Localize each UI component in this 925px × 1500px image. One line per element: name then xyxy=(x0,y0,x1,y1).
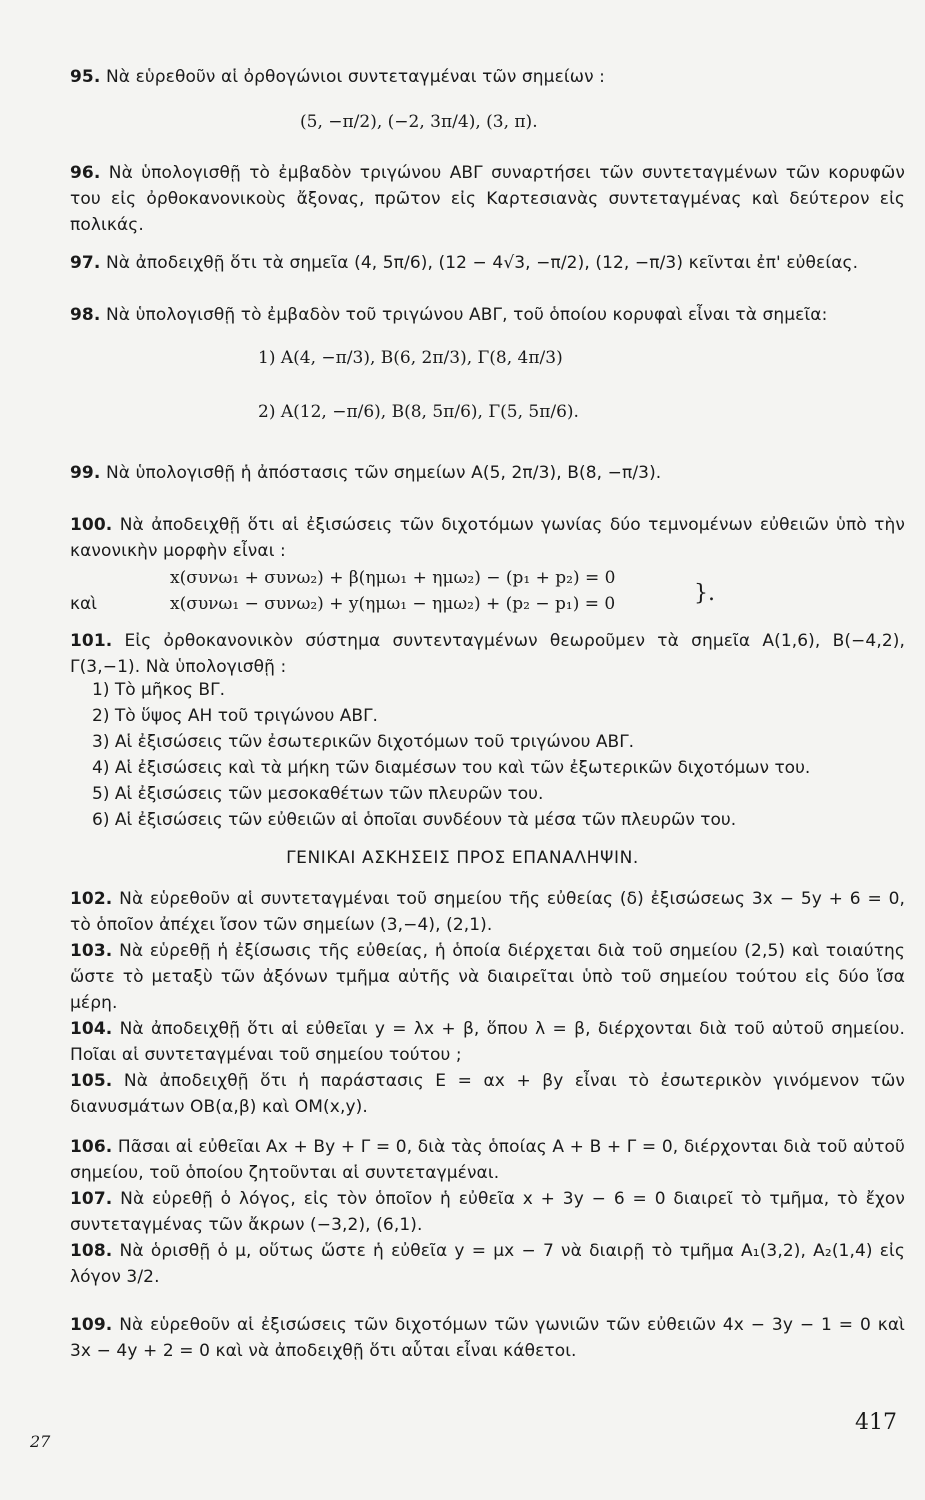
exercise-98-case-2: 2) Α(12, −π/6), Β(8, 5π/6), Γ(5, 5π/6). xyxy=(258,402,579,422)
exercise-text: Νὰ εὑρεθῇ ἡ ἐξίσωσις τῆς εὐθείας, ἡ ὁποία διέρχεται διὰ τοῦ σημείου (2,5) καὶ τοιαύτης ὥστε τὸ μεταξὺ τῶν ἀξόνων τμῆμα αὐτῆς νὰ διαιρεῖται ὑπὸ τοῦ σημείου τούτου εἰς δύο ἴσα μέρη. xyxy=(70,941,905,1013)
exercise-107 xyxy=(70,1186,905,1238)
brace-icon: }. xyxy=(694,581,715,606)
exercise-106 xyxy=(70,1134,905,1186)
exercise-109 xyxy=(70,1312,905,1364)
exercise-99 xyxy=(70,460,905,486)
section-heading: ΓΕΝΙΚΑΙ ΑΣΚΗΣΕΙΣ ΠΡΟΣ ΕΠΑΝΑΛΗΨΙΝ. xyxy=(286,848,639,868)
exercise-100-equation-1: x(συνω₁ + συνω₂) + β(ημω₁ + ημω₂) − (p₁ + p₂) = 0 xyxy=(170,568,616,588)
exercise-number: 108. xyxy=(70,1241,113,1261)
exercise-number: 103. xyxy=(70,941,113,961)
exercise-text: Εἰς ὀρθοκανονικὸν σύστημα συντενταγμένων θεωροῦμεν τὰ σημεῖα Α(1,6), Β(−4,2), Γ(3,−1). Νὰ ὑπολογισθῇ : xyxy=(70,631,905,677)
exercise-103 xyxy=(70,938,905,1016)
exercise-number: 99. xyxy=(70,463,101,483)
exercise-number: 97. xyxy=(70,253,101,273)
exercise-95-math: (5, −π/2), (−2, 3π/4), (3, π). xyxy=(300,112,538,132)
list-item: 2) Τὸ ὕψος ΑΗ τοῦ τριγώνου ΑΒΓ. xyxy=(92,706,378,726)
exercise-text: Πᾶσαι αἱ εὐθεῖαι Αx + Βy + Γ = 0, διὰ τὰς ὁποίας Α + Β + Γ = 0, διέρχονται διὰ τοῦ αὐτοῦ σημείου, τοῦ ὁποίου ζητοῦνται αἱ συντεταγμέναι. xyxy=(70,1137,905,1183)
exercise-text: Νὰ εὑρεθοῦν αἱ ὀρθογώνιοι συντεταγμέναι τῶν σημείων : xyxy=(105,67,606,87)
page-number: 417 xyxy=(855,1410,897,1435)
exercise-number: 109. xyxy=(70,1315,113,1335)
exercise-104 xyxy=(70,1016,905,1068)
exercise-101 xyxy=(70,628,905,680)
exercise-text: Νὰ εὑρεθῇ ὁ λόγος, εἰς τὸν ὁποῖον ἡ εὐθεῖα x + 3y − 6 = 0 διαιρεῖ τὸ τμῆμα, τὸ ἔχον συντεταγμένας τῶν ἄκρων (−3,2), (6,1). xyxy=(70,1189,905,1235)
exercise-100-equation-2: x(συνω₁ − συνω₂) + y(ημω₁ − ημω₂) + (p₂ − p₁) = 0 xyxy=(170,594,616,614)
exercise-text: Νὰ ἀποδειχθῇ ὅτι αἱ εὐθεῖαι y = λx + β, ὅπου λ = β, διέρχονται διὰ τοῦ αὐτοῦ σημείου. Ποῖαι αἱ συντεταγμέναι τοῦ σημείου τούτου ; xyxy=(70,1019,906,1065)
exercise-number: 98. xyxy=(70,305,101,325)
exercise-number: 95. xyxy=(70,67,101,87)
exercise-number: 104. xyxy=(70,1019,113,1039)
exercise-98 xyxy=(70,302,905,328)
exercise-number: 107. xyxy=(70,1189,113,1209)
exercise-number: 96. xyxy=(70,163,101,183)
exercise-98-case-1: 1) Α(4, −π/3), Β(6, 2π/3), Γ(8, 4π/3) xyxy=(258,348,563,368)
exercise-96 xyxy=(70,160,905,238)
exercise-text: Νὰ ἀποδειχθῇ ὅτι αἱ ἐξισώσεις τῶν διχοτόμων γωνίας δύο τεμνομένων εὐθειῶν ὑπὸ τὴν κανονικὴν μορφὴν εἶναι : xyxy=(70,515,905,561)
exercise-105 xyxy=(70,1068,905,1120)
exercise-number: 106. xyxy=(70,1137,113,1157)
exercise-text: Νὰ εὑρεθοῦν αἱ συντεταγμέναι τοῦ σημείου τῆς εὐθείας (δ) ἐξισώσεως 3x − 5y + 6 = 0, τὸ ὁποῖον ἀπέχει ἴσον τῶν σημείων (3,−4), (2,1). xyxy=(70,889,905,935)
list-item: 5) Αἱ ἐξισώσεις τῶν μεσοκαθέτων τῶν πλευρῶν του. xyxy=(92,784,544,804)
exercise-number: 102. xyxy=(70,889,113,909)
signature-mark: 27 xyxy=(30,1432,51,1451)
exercise-108 xyxy=(70,1238,905,1290)
exercise-97 xyxy=(70,250,905,276)
exercise-text: Νὰ εὑρεθοῦν αἱ ἐξισώσεις τῶν διχοτόμων τῶν γωνιῶν τῶν εὐθειῶν 4x − 3y − 1 = 0 καὶ 3x − 4y + 2 = 0 καὶ νὰ ἀποδειχθῇ ὅτι αὗται εἶναι κάθετοι. xyxy=(70,1315,905,1361)
exercise-number: 105. xyxy=(70,1071,113,1091)
exercise-102 xyxy=(70,886,905,938)
list-item: 3) Αἱ ἐξισώσεις τῶν ἐσωτερικῶν διχοτόμων τοῦ τριγώνου ΑΒΓ. xyxy=(92,732,635,752)
list-item: 4) Αἱ ἐξισώσεις καὶ τὰ μήκη τῶν διαμέσων του καὶ τῶν ἐξωτερικῶν διχοτόμων του. xyxy=(92,758,811,778)
exercise-number: 100. xyxy=(70,515,113,535)
exercise-text: Νὰ ὑπολογισθῇ ἡ ἀπόστασις τῶν σημείων Α(5, 2π/3), Β(8, −π/3). xyxy=(105,463,662,483)
exercise-number: 101. xyxy=(70,631,113,651)
list-item: 1) Τὸ μῆκος ΒΓ. xyxy=(92,680,225,700)
exercise-100-and: καὶ xyxy=(70,594,97,614)
exercise-text: Νὰ ἀποδειχθῇ ὅτι τὰ σημεῖα (4, 5π/6), (12 − 4√3, −π/2), (12, −π/3) κεῖνται ἐπ' εὐθείας. xyxy=(105,253,859,273)
exercise-text: Νὰ ἀποδειχθῇ ὅτι ἡ παράστασις Ε = αx + βy εἶναι τὸ ἐσωτερικὸν γινόμενον τῶν διανυσμάτων OB(α,β) καὶ OM(x,y). xyxy=(70,1071,906,1117)
exercise-text: Νὰ ὁρισθῇ ὁ μ, οὕτως ὥστε ἡ εὐθεῖα y = μx − 7 νὰ διαιρῇ τὸ τμῆμα Α₁(3,2), Α₂(1,4) εἰς λόγον 3/2. xyxy=(70,1241,905,1287)
exercise-100 xyxy=(70,512,905,564)
exercise-95 xyxy=(70,64,905,90)
exercise-text: Νὰ ὑπολογισθῇ τὸ ἐμβαδὸν τοῦ τριγώνου ΑΒΓ, τοῦ ὁποίου κορυφαὶ εἶναι τὰ σημεῖα: xyxy=(105,305,828,325)
list-item: 6) Αἱ ἐξισώσεις τῶν εὐθειῶν αἱ ὁποῖαι συνδέουν τὰ μέσα τῶν πλευρῶν του. xyxy=(92,810,737,830)
exercise-text: Νὰ ὑπολογισθῇ τὸ ἐμβαδὸν τριγώνου ΑΒΓ συναρτήσει τῶν συντεταγμένων τῶν κορυφῶν του εἰς ὀρθοκανονικοὺς ἄξονας, πρῶτον εἰς Καρτεσιανὰς συντεταγμένας καὶ δεύτερον εἰς πολικάς. xyxy=(70,163,905,235)
